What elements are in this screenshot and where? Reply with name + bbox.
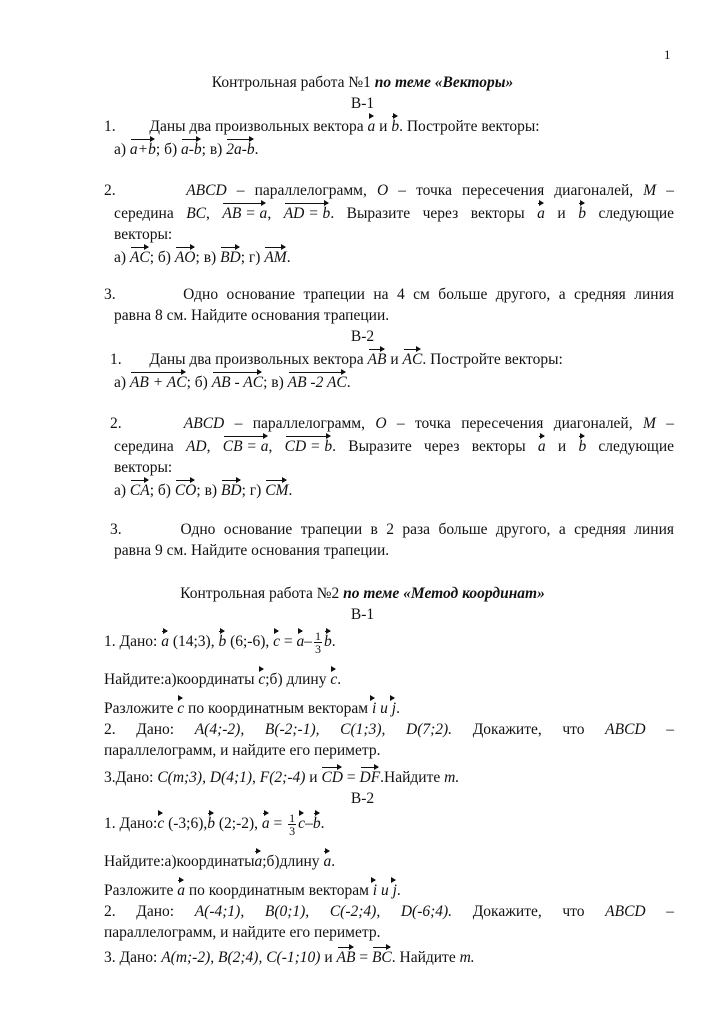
test1-title: Контрольная работа №1 по теме «Векторы»: [211, 74, 514, 91]
test1-v1-task1-options: а) a+b; б) a-b; в) 2a-b.: [114, 137, 725, 160]
test2-v2-task1: 1. Дано:c (-3;6),b (2;-2), a = $\frac{1}{3}$ c–b.: [104, 810, 325, 838]
vector-b: b: [391, 114, 399, 133]
page-number: 1: [664, 47, 671, 62]
test1-v1-task2-line2: середина BC, AB = a, AD = b. Выразите через векторы a и b следующие векторы: а) AC; б) AO; в) BD; г) AM.: [114, 201, 674, 268]
test1-v2-task1: 1. Даны два произвольных вектора AB и AC. Постройте векторы:: [110, 347, 674, 370]
test1-variant1-label: В-1: [350, 95, 375, 112]
test1-v2-task2: 2. ABCD – параллелограмм, O – точка пересечения диагоналей, M –: [110, 415, 674, 432]
document-body: Контрольная работа №1 по теме «Векторы» В-1 1. Даны два произвольных вектора a и b. Постройте векторы: а) a+b; б) a-b; в) 2a-b. 2. ABCD – параллелограмм, O – точка пересечения диагоналей, M – середина BC, AB = a, AD = b. Выразите через векторы a и b следующие векторы: а) AC; б) AO; в) BD; г) AM. 3. Одно основание трапеции на 4 см больше другого, а средняя линия равна 8 см. Найдите основания трапеции. В-2 1. Даны два произвольных вектора AB и AC. Постройте векторы: а) AB + AC; б) AB - AC; в) AB -2 AC. 2. ABCD – параллелограмм, O – точка пересечения диагоналей, M – середина AD, CB = a, CD = b. Выразите через векторы a и b следующие векторы: а) CA; б) CO; в) BD; г) CM. 3. Одно основание трапеции в 2 раза больше другого, а средняя линия равна 9 см. Найдите основания трапеции. Контрольная работа №2 по теме «Метод координат» В-1 1. Дано: a (14;3), b (6;-6), c = a– $\frac{1}{3}$ b. Найдите:а)координаты c;б) длину c. Разложите c по координатным векторам i и j. 2. Дано: A(4;-2), B(-2;-1), C(1;3), D(7;2). Докажите, что ABCD – параллелограмм, и найдите его периметр. 3.Дано: C(m;3), D(4;1), F(2;-4) и CD = DF.Найдите m. В-2 1. Дано:c (-3;6),b (2;-2), a = $\frac{1}{3}$ c–b. Найдите:а)координатыa;б)длину a. Разложите a по координатным векторам i и j. 2. Дано: A(-4;1), B(0;1), C(-2;4), D(-6;4). Докажите, что ABCD – параллелограмм, и найдите его периметр. 3. Дано: A(m;-2), B(2;4), C(-1;10) и AB = BC. Найдите m.: [0, 72, 725, 968]
test2-v1-task2: 2. Дано: A(4;-2), B(-2;-1), C(1;3), D(7;2). Докажите, что ABCD – параллелограмм, и найдите его периметр.: [104, 720, 674, 759]
test1-v2-task2-line2: середина AD, CB = a, CD = b. Выразите через векторы a и b следующие векторы: а) CA; б) CO; в) BD; г) CM.: [114, 434, 674, 501]
test1-v1-task1: 1. Даны два произвольных вектора a и b. Постройте векторы:: [104, 114, 674, 137]
test2-v2-find: Найдите:а)координатыa;б)длину a.: [104, 849, 725, 872]
test2-v2-task2: 2. Дано: A(-4;1), B(0;1), C(-2;4), D(-6;4). Докажите, что ABCD – параллелограмм, и найдите его периметр.: [104, 902, 674, 941]
test2-v2-task3: 3. Дано: A(m;-2), B(2;4), C(-1;10) и AB = BC. Найдите m.: [104, 945, 725, 968]
test2-v2-decompose: Разложите a по координатным векторам i и j.: [104, 878, 725, 901]
test1-v2-task3: 3. Одно основание трапеции в 2 раза больше другого, а средняя линия: [110, 521, 674, 538]
test2-v1-task3: 3.Дано: C(m;3), D(4;1), F(2;-4) и CD = DF.Найдите m.: [104, 765, 725, 788]
test1-v2-task1-options: а) AB + AC; б) AB - AC; в) AB -2 AC.: [114, 370, 725, 393]
test2-v1-find: Найдите:а)координаты c;б) длину c.: [104, 667, 725, 690]
test2-v1-decompose: Разложите c по координатным векторам i и j.: [104, 696, 725, 719]
test2-v1-task1: 1. Дано: a (14;3), b (6;-6), c = a– $\frac{1}{3}$ b.: [104, 628, 336, 656]
test1-v1-task2: 2. ABCD – параллелограмм, O – точка пересечения диагоналей, M –: [104, 182, 675, 199]
test1-v1-task3: 3. Одно основание трапеции на 4 см больше другого, а средняя линия: [104, 286, 674, 303]
vector-a: a: [368, 114, 376, 133]
test2-title: Контрольная работа №2 по теме «Метод координат»: [180, 585, 545, 602]
test2-variant2-label: В-2: [350, 789, 375, 807]
test1-variant2-label: В-2: [350, 328, 375, 345]
fraction-one-third: $\frac{1}{3}$: [315, 628, 322, 656]
fraction-one-third: $\frac{1}{3}$: [289, 810, 296, 838]
test2-variant1-label: В-1: [350, 606, 375, 623]
